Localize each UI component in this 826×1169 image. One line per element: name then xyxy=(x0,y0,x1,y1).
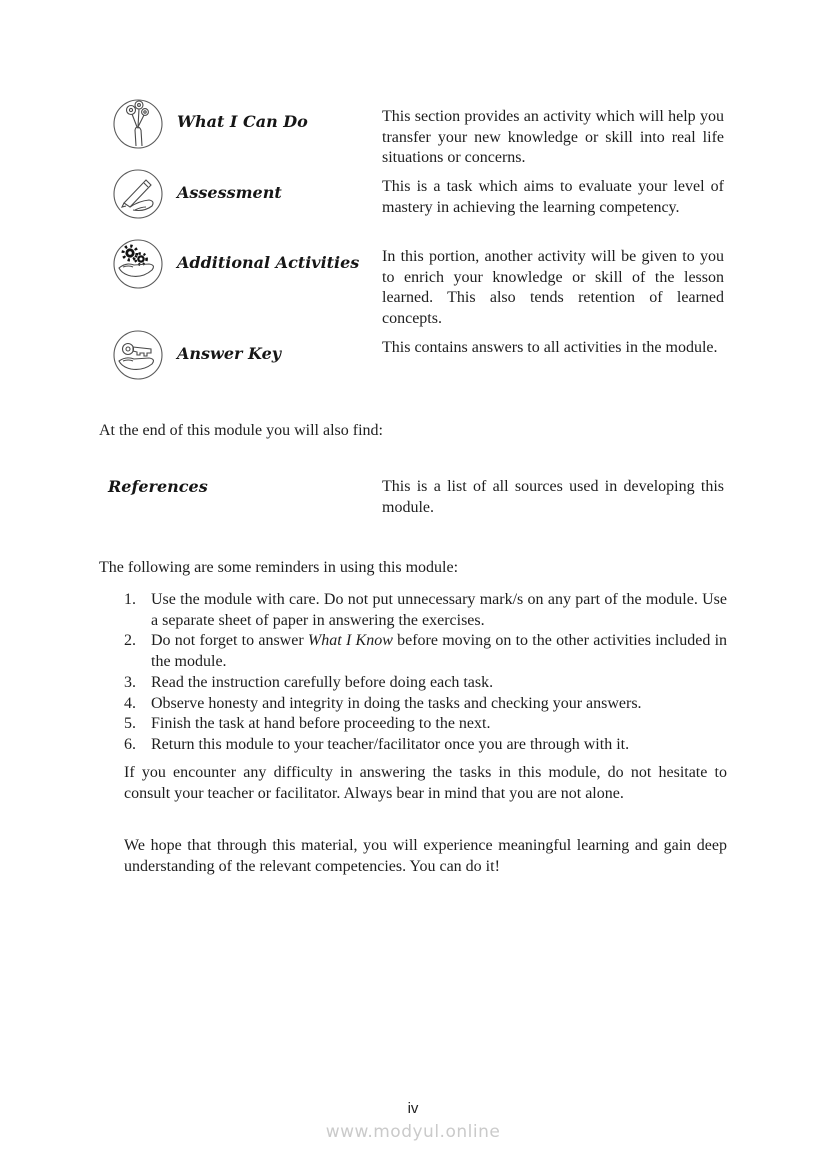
page-number: iv xyxy=(407,1100,419,1117)
hand-holding-gears-icon xyxy=(111,237,165,291)
reminders-list xyxy=(124,590,727,756)
reminder-number: 3. xyxy=(124,673,136,691)
reminder-number: 6. xyxy=(124,735,136,753)
section-description: This contains answers to all activities in the module. xyxy=(382,339,718,356)
hand-writing-pen-icon xyxy=(111,167,165,221)
reminder-number: 1. xyxy=(124,591,136,608)
reminder-text: before moving on to the other activities included in the module. xyxy=(151,632,728,671)
reminder-item xyxy=(124,735,727,756)
closing-paragraph-1: If you encounter any difficulty in answering the tasks in this module, do not hesitate to consult your teacher or facilitator. Always bear in mind that you are not alone. xyxy=(124,764,727,802)
section-description: In this portion, another activity will be given to you to enrich your knowledge or skill of the lesson learned. This also tends retention of learned concepts. xyxy=(382,248,724,328)
reminder-text: Read the instruction carefully before doing each task. xyxy=(151,673,494,691)
reminder-text: Observe honesty and integrity in doing the tasks and checking your answers. xyxy=(151,694,642,712)
reminder-text-italic: What I Know xyxy=(307,632,393,650)
hand-holding-flowers-icon xyxy=(111,97,165,151)
section-label-what-i-can-do: What I Can Do xyxy=(177,112,308,131)
section-description: This is a task which aims to evaluate your level of mastery in achieving the learning competency. xyxy=(382,178,724,216)
reminder-text: Return this module to your teacher/facilitator once you are through with it. xyxy=(151,735,630,753)
section-description: This section provides an activity which will help you transfer your new knowledge or skill into real life situations or concerns. xyxy=(382,108,724,167)
references-label: References xyxy=(108,477,208,496)
reminder-text: Do not forget to answer xyxy=(151,632,308,650)
section-label-assessment: Assessment xyxy=(177,183,282,202)
closing-paragraph-2: We hope that through this material, you will experience meaningful learning and gain deep understanding of the relevant competencies. You can do it! xyxy=(124,837,727,875)
watermark: www.modyul.online xyxy=(325,1122,501,1142)
reminder-number: 5. xyxy=(124,715,136,733)
reminder-item xyxy=(124,590,727,631)
end-note: At the end of this module you will also find: xyxy=(99,422,383,439)
reminder-number: 2. xyxy=(124,632,136,650)
references-description: This is a list of all sources used in developing this module. xyxy=(382,478,724,516)
section-label-additional-activities: Additional Activities xyxy=(177,253,360,272)
reminder-item xyxy=(124,694,727,715)
reminder-text: Use the module with care. Do not put unnecessary mark/s on any part of the module. Use a separate sheet of paper in answering the exercises. xyxy=(151,591,727,629)
reminder-number: 4. xyxy=(124,694,136,712)
hand-holding-key-icon xyxy=(111,328,165,382)
section-label-answer-key: Answer Key xyxy=(177,344,282,363)
reminders-intro: The following are some reminders in using this module: xyxy=(99,559,459,576)
reminder-item xyxy=(124,714,727,735)
reminder-item xyxy=(124,631,727,672)
reminder-text: Finish the task at hand before proceeding to the next. xyxy=(151,715,491,733)
reminder-item xyxy=(124,673,727,694)
